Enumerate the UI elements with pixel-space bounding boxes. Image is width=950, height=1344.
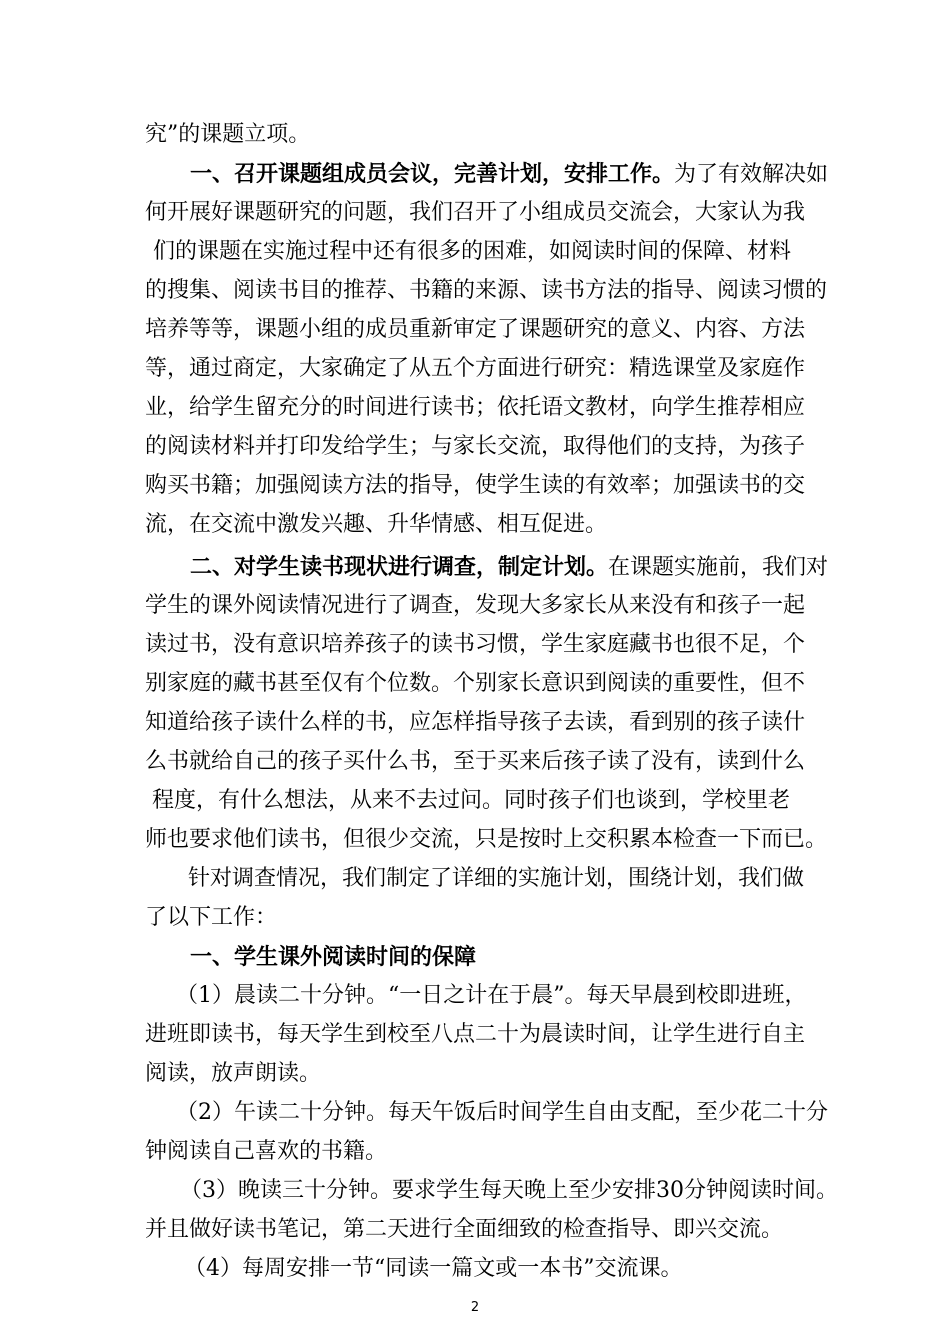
text-line: 阅读，放声朗读。 bbox=[145, 1061, 322, 1086]
text-line: 并且做好读书笔记，第二天进行全面细致的检查指导、即兴交流。 bbox=[145, 1217, 784, 1242]
section-heading-inline: 一、召开课题组成员会议，完善计划，安排工作。 bbox=[190, 161, 675, 187]
text-line: 知道给孩子读什么样的书，应怎样指导孩子去读，看到别的孩子读什 bbox=[145, 710, 806, 735]
text-line: 何开展好课题研究的问题，我们召开了小组成员交流会，大家认为我 bbox=[145, 200, 806, 225]
text-line: 学生的课外阅读情况进行了调查，发现大多家长从来没有和孩子一起 bbox=[145, 593, 806, 618]
text-line: （1）晨读二十分钟。“一日之计在于晨”。每天早晨到校即进班， bbox=[176, 983, 807, 1008]
text-line: 别家庭的藏书甚至仅有个位数。个别家长意识到阅读的重要性，但不 bbox=[145, 671, 806, 696]
text-line: 在课题实施前，我们对 bbox=[608, 555, 829, 580]
text-line: 师也要求他们读书，但很少交流，只是按时上交积累本检查一下而已。 bbox=[145, 827, 828, 852]
section-heading: 一、学生课外阅读时间的保障 bbox=[190, 944, 477, 970]
text-line: 针对调查情况，我们制定了详细的实施计划，围绕计划，我们做 bbox=[188, 866, 805, 891]
text-line: 购买书籍；加强阅读方法的指导，使学生读的有效率；加强读书的交 bbox=[145, 473, 806, 498]
text-line: 么书就给自己的孩子买什么书，至于买来后孩子读了没有，读到什么 bbox=[145, 749, 806, 774]
text-line: 为了有效解决如 bbox=[674, 162, 829, 187]
text-line: 读过书，没有意识培养孩子的读书习惯，学生家庭藏书也很不足，个 bbox=[145, 632, 806, 657]
paragraph-start bbox=[190, 160, 828, 189]
text-line: （2）午读二十分钟。每天午饭后时间学生自由支配，至少花二十分 bbox=[176, 1100, 828, 1125]
section-heading-inline: 二、对学生读书现状进行调查，制定计划。 bbox=[190, 554, 609, 580]
page-number: 2 bbox=[470, 1300, 480, 1315]
text-line: 的搜集、阅读书目的推荐、书籍的来源、读书方法的指导、阅读习惯的 bbox=[145, 278, 828, 303]
text-line: 们的课题在实施过程中还有很多的困难，如阅读时间的保障、材料 bbox=[153, 239, 792, 264]
text-line: 进班即读书，每天学生到校至八点二十为晨读时间，让学生进行自主 bbox=[145, 1022, 806, 1047]
paragraph-start bbox=[190, 553, 828, 582]
text-line: 的阅读材料并打印发给学生；与家长交流，取得他们的支持，为孩子 bbox=[145, 434, 806, 459]
text-line: 程度，有什么想法，从来不去过问。同时孩子们也谈到，学校里老 bbox=[152, 788, 791, 813]
text-line: 究”的课题立项。 bbox=[145, 122, 311, 147]
text-line: 了以下工作： bbox=[145, 905, 278, 930]
text-line: 流，在交流中激发兴趣、升华情感、相互促进。 bbox=[145, 512, 608, 537]
text-line: 培养等等，课题小组的成员重新审定了课题研究的意义、内容、方法 bbox=[145, 317, 806, 342]
text-line: （3）晚读三十分钟。要求学生每天晚上至少安排30分钟阅读时间。 bbox=[180, 1178, 838, 1203]
text-line: （4）每周安排一节“同读一篇文或一本书”交流课。 bbox=[184, 1256, 683, 1281]
text-line: 等，通过商定，大家确定了从五个方面进行研究：精选课堂及家庭作 bbox=[145, 356, 806, 381]
text-line: 钟阅读自己喜欢的书籍。 bbox=[145, 1139, 388, 1164]
text-line: 业，给学生留充分的时间进行读书；依托语文教材，向学生推荐相应 bbox=[145, 395, 806, 420]
